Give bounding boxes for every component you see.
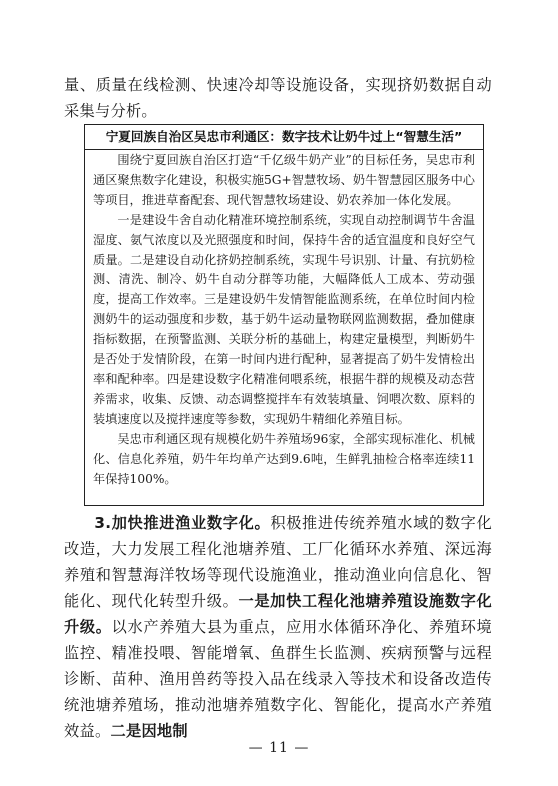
top-paragraph: 量、质量在线检测、快速冷却等设施设备，实现挤奶数据自动采集与分析。 (64, 76, 492, 120)
section-heading: 3.加快推进渔业数字化。 (94, 514, 271, 532)
point-one-text: 以水产养殖大县为重点，应用水体循环净化、养殖环境监控、精准投喂、智能增氧、鱼群生长监测、疾病预警与远程诊断、苗种、渔用兽药等投入品在线录入等技术和设备改造传统池塘养殖场，推动池塘养殖数字化、智能化，提高水产养殖效益。 (64, 618, 493, 740)
case-box-paragraph: 一是建设牛舍自动化精准环境控制系统，实现自动控制调节牛舍温湿度、氨气浓度以及光照强度和时间，保持牛舍的适宜温度和良好空气质量。二是建设自动化挤奶控制系统，实现牛号识别、计量、有抗奶检测、清洗、制冷、奶牛自动分群等功能，大幅降低人工成本、劳动强度，提高工作效率。三是建设奶牛发情智能监测系统，在单位时间内检测奶牛的运动强度和步数，基于奶牛运动量物联网监测数据，叠加健康指标数据，在预警监测、关联分析的基础上，构建定量模型，判断奶牛是否处于发情阶段，在第一时间内进行配种，显著提高了奶牛发情检出率和配种率。四是建设数字化精准伺喂系统，根据牛群的规模及动态营养需求，收集、反馈、动态调整搅拌车有效装填量、饲喂次数、原料的装填速度以及搅拌速度等参数，实现奶牛精细化养殖目标。 (93, 212, 475, 426)
section-intro: 积极推进传统养殖水域的数字化改造，大力发展工程化池塘养殖、工厂化循环水养殖、深远海养殖和智慧海洋牧场等现代设施渔业，推动渔业向信息化、智能化、现代化转型升级。 (64, 514, 493, 610)
case-box-paragraph: 吴忠市利通区现有规模化奶牛养殖场96家，全部实现标准化、机械化、信息化养殖，奶牛年均单产达到9.6吨，生鲜乳抽检合格率连续11年保持100%。 (93, 431, 475, 486)
point-one-heading: 一是加快工程化池塘养殖设施数字化升级。 (64, 592, 492, 636)
point-two-heading: 二是因地制 (110, 722, 188, 740)
case-box (84, 124, 484, 506)
case-box-body (85, 150, 483, 489)
case-box-paragraph: 围绕宁夏回族自治区打造“千亿级牛奶产业”的目标任务，吴忠市利通区聚焦数字化建设，积极实施5G+智慧牧场、奶牛智慧园区服务中心等项目，推进草畜配套、现代智慧牧场建设、奶农养加一体化发展。 (93, 153, 475, 207)
main-paragraph (64, 510, 492, 744)
page-number: — 11 — (248, 740, 310, 756)
case-box-title: 宁夏回族自治区吴忠市利通区：数字技术让奶牛过上“智慧生活” (85, 125, 483, 150)
